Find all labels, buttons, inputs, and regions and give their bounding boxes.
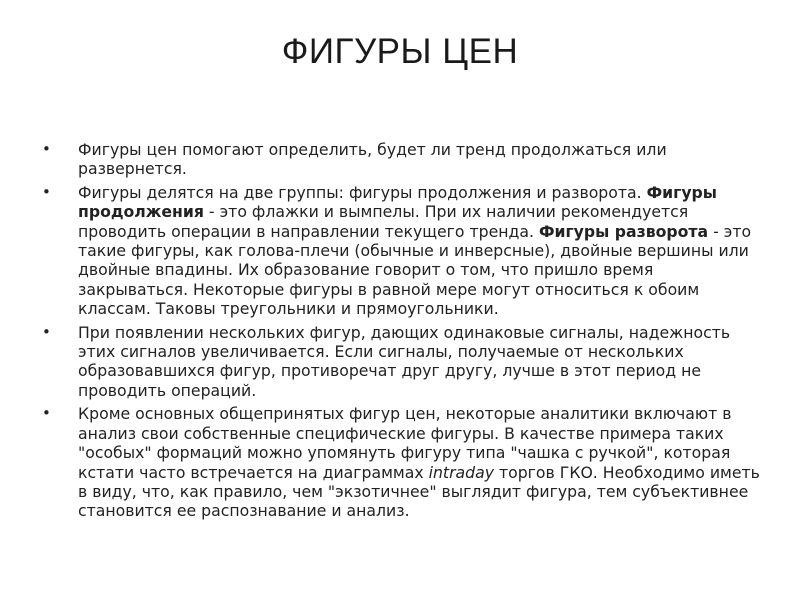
bullet-text: Фигуры делятся на две группы: фигуры продолжения и разворота.	[78, 182, 647, 202]
bullet-text: - это флажки и вымпелы. При их наличии рекомендуется проводить операции в направлении текущего тренда.	[78, 202, 689, 241]
bullet-text: При появлении нескольких фигур, дающих одинаковые сигналы, надежность этих сигналов увеличивается. Если сигналы, получаемые от нескольких образовавшихся фигур, противоречат друг другу, лучше в этот период не проводить операций.	[78, 322, 731, 400]
bullet-text: - это такие фигуры, как голова-плечи (обычные и инверсные), двойные вершины или двойные впадины. Их образование говорит о том, что пришло время закрываться. Некоторые фигуры в равной мере могут относиться к обоим классам. Таковы треугольники и прямоугольники.	[78, 221, 752, 319]
bullet-dot-icon: •	[42, 182, 51, 201]
bullet-list	[42, 140, 762, 525]
bullet-item	[42, 183, 762, 319]
slide-title: ФИГУРЫ ЦЕН	[281, 32, 519, 71]
bullet-item	[42, 323, 762, 401]
bold-term: Фигуры продолжения	[78, 182, 717, 222]
bullet-text: Кроме основных общепринятых фигур цен, некоторые аналитики включают в анализ свои собственные специфические фигуры. В качестве примера таких "особых" формаций можно упомянуть фигуру типа "чашка с ручкой", которая кстати часто встречается на диаграммах	[78, 404, 732, 482]
bullet-item	[42, 140, 762, 179]
bullet-text: торгов ГКО. Необходимо иметь в виду, что, как правило, чем "экзотичнее" выглядит фигура, тем субъективнее становится ее распознавание и анализ.	[78, 462, 760, 521]
bullet-dot-icon: •	[42, 322, 51, 341]
bullet-item	[42, 404, 762, 520]
bullet-text: Фигуры цен помогают определить, будет ли тренд продолжаться или развернется.	[78, 140, 667, 179]
bold-term: Фигуры разворота	[538, 221, 709, 241]
italic-term: intraday	[428, 462, 494, 482]
bullet-dot-icon: •	[42, 140, 51, 158]
bullet-dot-icon: •	[42, 404, 51, 423]
